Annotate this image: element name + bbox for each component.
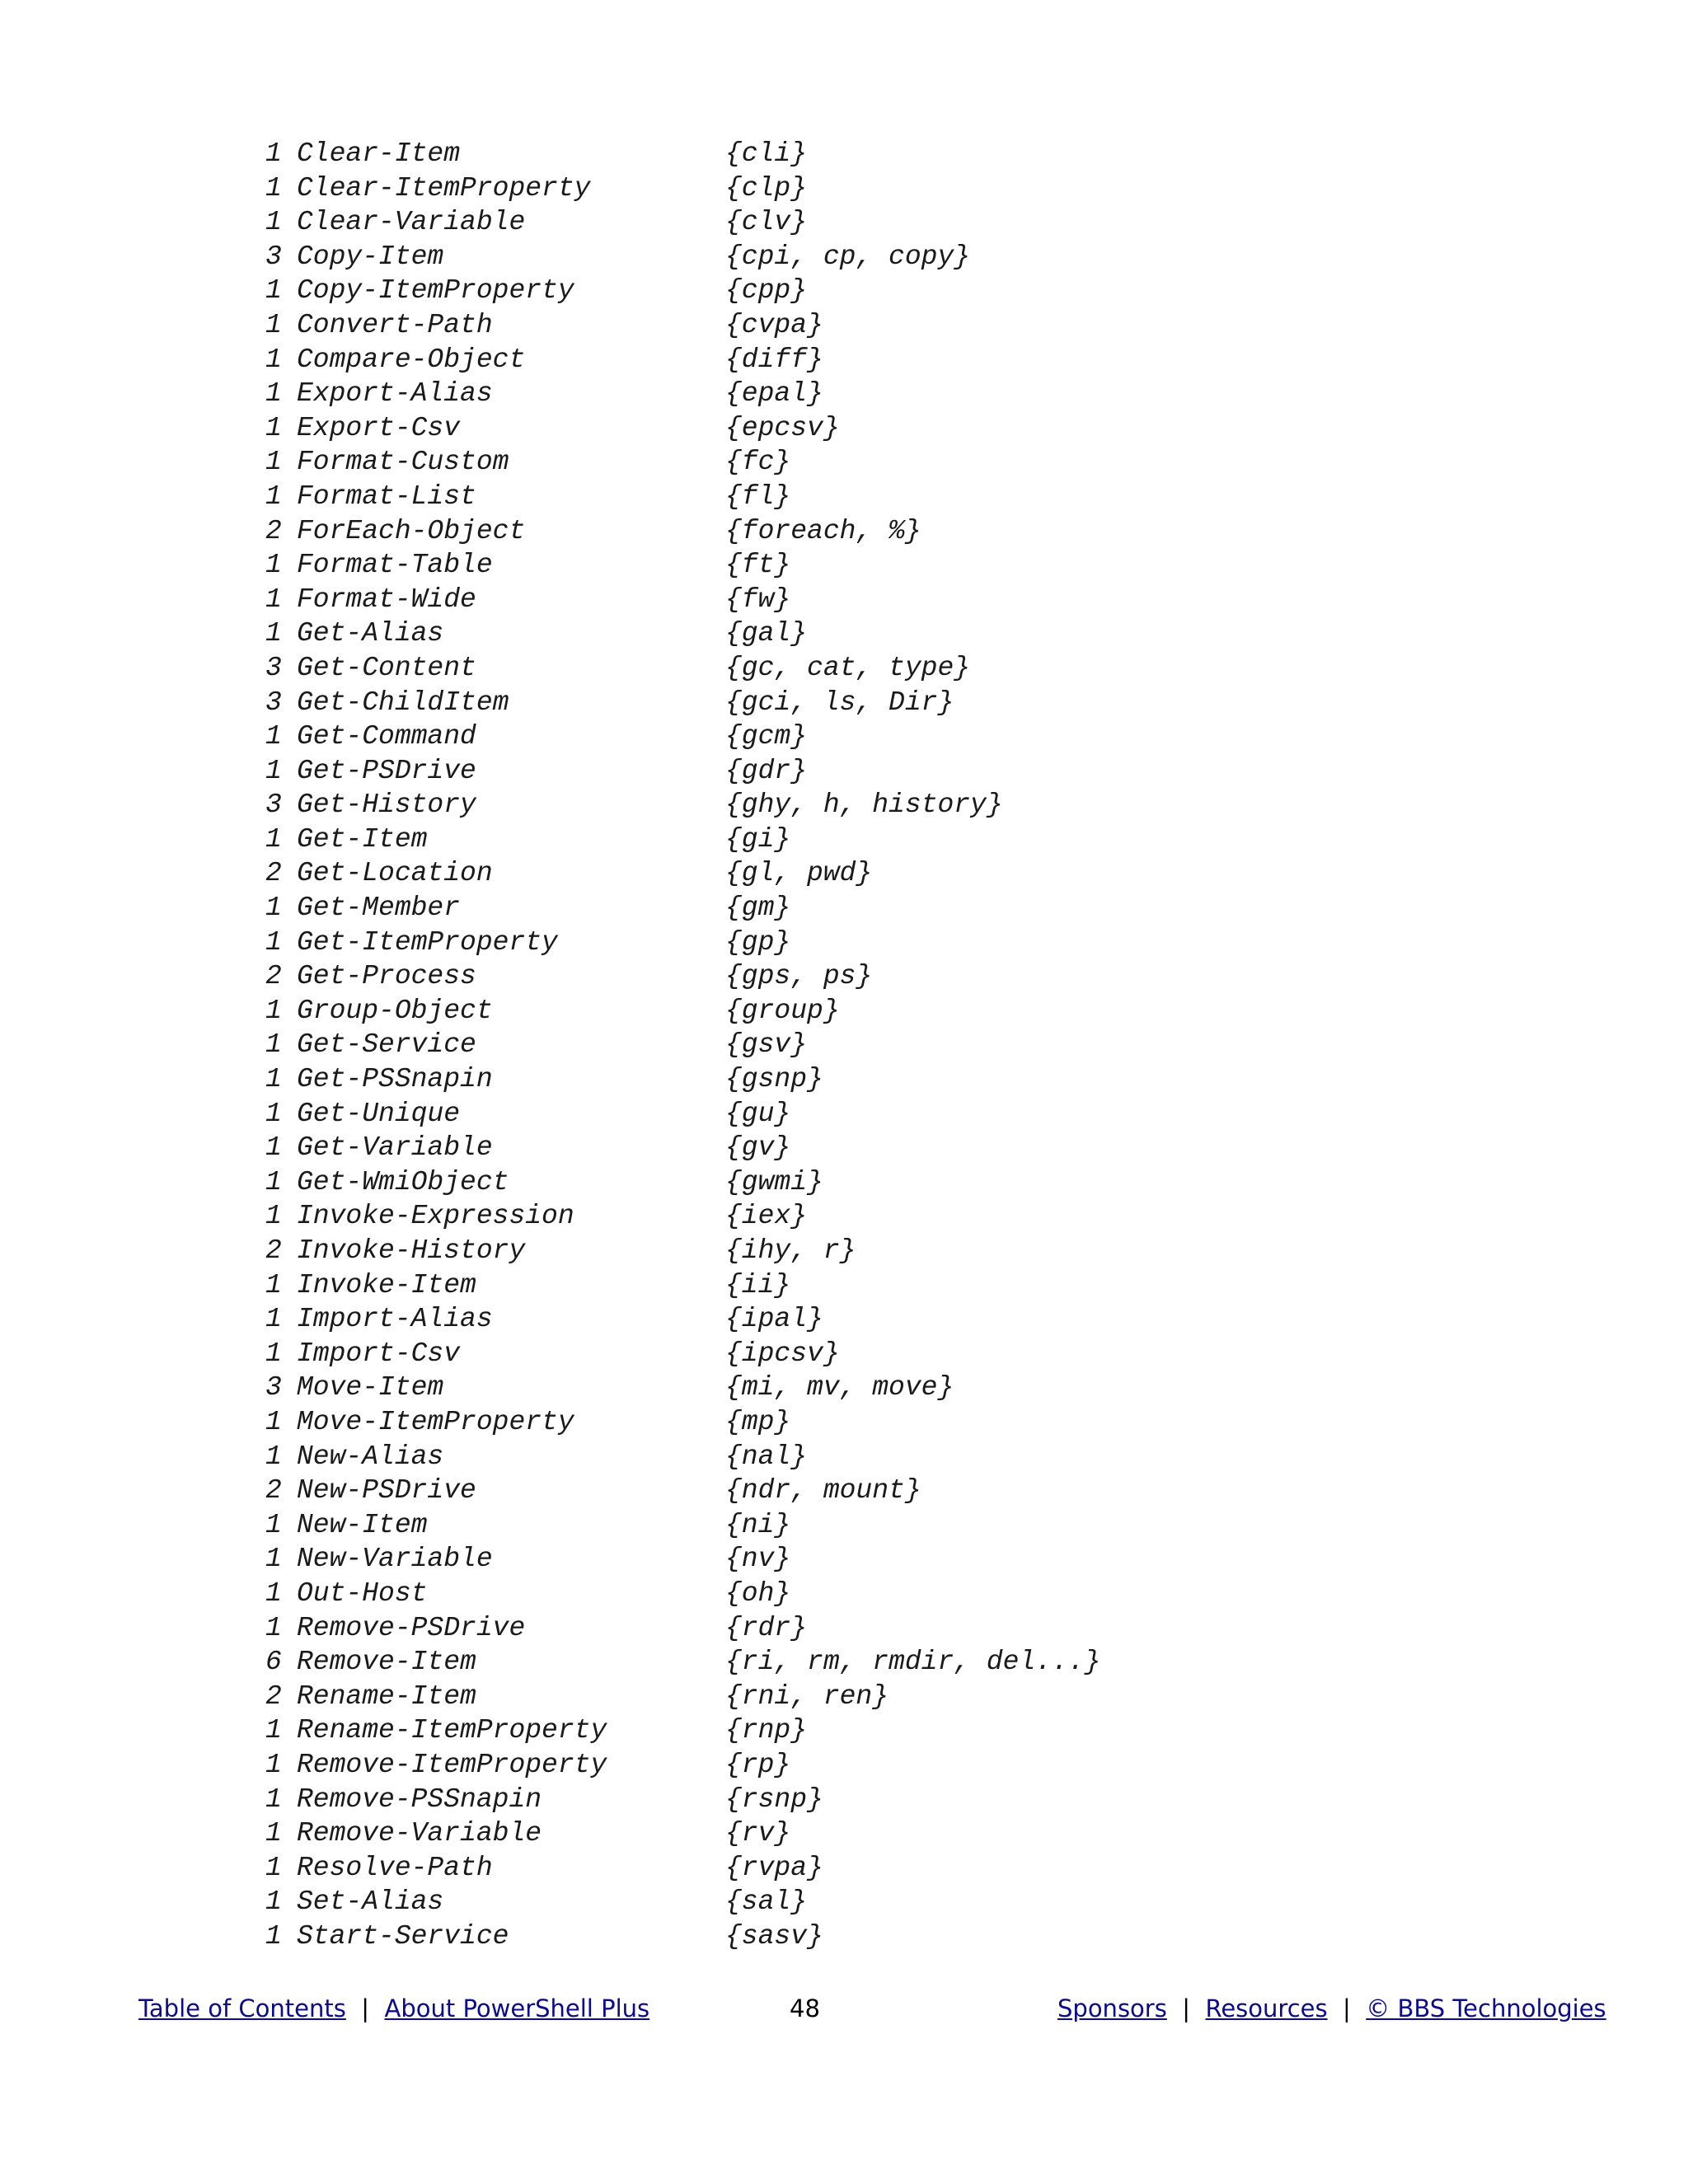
alias-list: {rdr} [725, 1612, 808, 1643]
listing-row [265, 480, 1254, 514]
listing-row [265, 994, 1254, 1029]
alias-list: {gwmi} [725, 1166, 823, 1197]
listing-row [265, 788, 1254, 823]
alias-count: 1 [265, 995, 282, 1026]
listing-row [265, 1851, 1254, 1886]
alias-count: 1 [265, 1852, 282, 1883]
alias-count: 1 [265, 583, 282, 615]
cmdlet-name: Remove-Variable [297, 1818, 542, 1849]
alias-list: {ni} [725, 1509, 791, 1540]
alias-count: 1 [265, 1132, 282, 1164]
listing-row [265, 719, 1254, 754]
listing-row [265, 1783, 1254, 1817]
cmdlet-name: Export-Csv [297, 412, 461, 443]
alias-count: 1 [265, 1064, 282, 1095]
alias-count: 1 [265, 1029, 282, 1061]
listing-row [265, 308, 1254, 343]
listing-row [265, 1405, 1254, 1440]
alias-count: 1 [265, 1338, 282, 1369]
alias-list: {sasv} [725, 1920, 823, 1952]
alias-list: {cpi, cp, copy} [725, 241, 971, 272]
cmdlet-name: Get-Alias [297, 618, 444, 649]
listing-row [265, 1919, 1254, 1954]
cmdlet-name: Format-Table [297, 550, 493, 581]
listing-row [265, 1816, 1254, 1851]
alias-count: 1 [265, 207, 282, 238]
alias-list: {sal} [725, 1886, 808, 1918]
cmdlet-name: Export-Alias [297, 378, 493, 410]
cmdlet-name: Format-Wide [297, 583, 476, 615]
alias-count: 3 [265, 652, 282, 683]
cmdlet-name: Get-Item [297, 823, 428, 855]
alias-count: 2 [265, 515, 282, 546]
listing-row [265, 1542, 1254, 1577]
alias-count: 2 [265, 1235, 282, 1266]
alias-list: {gal} [725, 618, 808, 649]
listing-row [265, 1337, 1254, 1371]
alias-list: {ri, rm, rmdir, del...} [725, 1647, 1101, 1678]
listing-row [265, 686, 1254, 720]
alias-list: {cpp} [725, 275, 808, 307]
cmdlet-name: Remove-PSDrive [297, 1612, 526, 1643]
alias-count: 1 [265, 1509, 282, 1540]
listing-row [265, 1645, 1254, 1680]
cmdlet-name: Resolve-Path [297, 1852, 493, 1883]
footer-separator: | [354, 1994, 377, 2022]
cmdlet-name: Get-History [297, 790, 476, 821]
alias-list: {ihy, r} [725, 1235, 856, 1266]
alias-count: 1 [265, 755, 282, 786]
cmdlet-name: Format-Custom [297, 447, 509, 478]
alias-count: 1 [265, 1920, 282, 1952]
alias-list: {rnp} [725, 1715, 808, 1746]
alias-count: 1 [265, 447, 282, 478]
alias-list: {gu} [725, 1098, 791, 1129]
alias-count: 1 [265, 275, 282, 307]
alias-list: {gv} [725, 1132, 791, 1164]
alias-list: {oh} [725, 1577, 791, 1609]
alias-list: {fw} [725, 583, 791, 615]
cmdlet-name: Clear-Variable [297, 207, 526, 238]
alias-list: {epcsv} [725, 412, 840, 443]
alias-list: {iex} [725, 1201, 808, 1232]
listing-row [265, 616, 1254, 651]
footer-separator: | [1175, 1994, 1198, 2022]
alias-list: {group} [725, 995, 840, 1026]
alias-count: 3 [265, 241, 282, 272]
alias-list: {gsv} [725, 1029, 808, 1061]
cmdlet-name: New-Item [297, 1509, 428, 1540]
alias-list: {fl} [725, 480, 791, 512]
cmdlet-name: ForEach-Object [297, 515, 526, 546]
listing-row [265, 445, 1254, 480]
cmdlet-name: Start-Service [297, 1920, 509, 1952]
cmdlet-name: Get-Process [297, 961, 476, 992]
alias-count: 1 [265, 1201, 282, 1232]
alias-count: 2 [265, 858, 282, 889]
alias-count: 1 [265, 412, 282, 443]
alias-count: 2 [265, 1680, 282, 1712]
alias-list: {cvpa} [725, 309, 823, 340]
listing-row [265, 377, 1254, 411]
footer-left-links [138, 1994, 649, 2022]
alias-list: {gps, ps} [725, 961, 873, 992]
cmdlet-name: Clear-Item [297, 138, 461, 169]
bbs-technologies-link[interactable]: © BBS Technologies [1366, 1994, 1606, 2022]
alias-list: {foreach, %} [725, 515, 921, 546]
listing-row [265, 1268, 1254, 1303]
alias-count: 1 [265, 480, 282, 512]
listing-row [265, 1234, 1254, 1268]
alias-listing [265, 137, 1254, 1953]
alias-list: {nal} [725, 1441, 808, 1472]
alias-list: {rv} [725, 1818, 791, 1849]
cmdlet-name: Format-List [297, 480, 476, 512]
cmdlet-name: Rename-ItemProperty [297, 1715, 607, 1746]
listing-row [265, 754, 1254, 789]
alias-list: {gl, pwd} [725, 858, 873, 889]
alias-list: {rsnp} [725, 1783, 823, 1815]
sponsors-link[interactable]: Sponsors [1057, 1994, 1167, 2022]
cmdlet-name: Get-Variable [297, 1132, 493, 1164]
resources-link[interactable]: Resources [1205, 1994, 1328, 2022]
listing-row [265, 823, 1254, 857]
alias-list: {ipal} [725, 1304, 823, 1335]
cmdlet-name: Rename-Item [297, 1680, 476, 1712]
alias-count: 1 [265, 823, 282, 855]
cmdlet-name: Get-PSDrive [297, 755, 476, 786]
cmdlet-name: Import-Alias [297, 1304, 493, 1335]
alias-count: 1 [265, 138, 282, 169]
cmdlet-name: Get-WmiObject [297, 1166, 509, 1197]
listing-row [265, 1885, 1254, 1919]
cmdlet-name: Compare-Object [297, 344, 526, 375]
listing-row [265, 1028, 1254, 1062]
cmdlet-name: Get-Command [297, 721, 476, 752]
page-footer [0, 1994, 1688, 2036]
alias-list: {gp} [725, 926, 791, 958]
alias-list: {nv} [725, 1544, 791, 1575]
alias-list: {ndr, mount} [725, 1475, 921, 1507]
alias-list: {gdr} [725, 755, 808, 786]
listing-row [265, 891, 1254, 926]
alias-count: 1 [265, 1269, 282, 1301]
alias-count: 1 [265, 1612, 282, 1643]
alias-count: 1 [265, 1818, 282, 1849]
listing-row [265, 240, 1254, 274]
listing-row [265, 1302, 1254, 1337]
alias-list: {ft} [725, 550, 791, 581]
listing-row [265, 137, 1254, 171]
listing-row [265, 205, 1254, 240]
cmdlet-name: Get-PSSnapin [297, 1064, 493, 1095]
cmdlet-name: Out-Host [297, 1577, 428, 1609]
alias-list: {cli} [725, 138, 808, 169]
alias-count: 1 [265, 1886, 282, 1918]
listing-row [265, 274, 1254, 308]
alias-count: 1 [265, 926, 282, 958]
listing-row [265, 856, 1254, 891]
alias-count: 1 [265, 309, 282, 340]
alias-count: 1 [265, 1441, 282, 1472]
alias-list: {rp} [725, 1749, 791, 1780]
footer-right-links [1057, 1994, 1606, 2022]
alias-count: 3 [265, 1372, 282, 1404]
cmdlet-name: New-Alias [297, 1441, 444, 1472]
alias-count: 1 [265, 172, 282, 204]
alias-list: {ii} [725, 1269, 791, 1301]
alias-list: {ipcsv} [725, 1338, 840, 1369]
cmdlet-name: Remove-PSSnapin [297, 1783, 542, 1815]
alias-list: {diff} [725, 344, 823, 375]
listing-row [265, 1199, 1254, 1234]
footer-separator: | [1334, 1994, 1359, 2022]
cmdlet-name: Get-Unique [297, 1098, 461, 1129]
cmdlet-name: Move-ItemProperty [297, 1406, 574, 1437]
cmdlet-name: Invoke-Expression [297, 1201, 574, 1232]
cmdlet-name: Move-Item [297, 1372, 444, 1404]
listing-row [265, 1611, 1254, 1646]
alias-count: 1 [265, 1749, 282, 1780]
alias-count: 1 [265, 1304, 282, 1335]
listing-row [265, 651, 1254, 686]
alias-list: {fc} [725, 447, 791, 478]
listing-row [265, 959, 1254, 994]
alias-list: {gsnp} [725, 1064, 823, 1095]
alias-count: 1 [265, 1544, 282, 1575]
alias-list: {gci, ls, Dir} [725, 687, 954, 718]
listing-row [265, 1577, 1254, 1611]
alias-count: 1 [265, 721, 282, 752]
cmdlet-name: Invoke-History [297, 1235, 526, 1266]
listing-row [265, 1474, 1254, 1508]
alias-count: 1 [265, 550, 282, 581]
alias-list: {ghy, h, history} [725, 790, 1003, 821]
cmdlet-name: Get-Location [297, 858, 493, 889]
alias-count: 2 [265, 961, 282, 992]
alias-count: 1 [265, 1577, 282, 1609]
alias-list: {gc, cat, type} [725, 652, 971, 683]
cmdlet-name: Clear-ItemProperty [297, 172, 591, 204]
alias-list: {gcm} [725, 721, 808, 752]
alias-list: {mi, mv, move} [725, 1372, 954, 1404]
cmdlet-name: Import-Csv [297, 1338, 461, 1369]
cmdlet-name: Group-Object [297, 995, 493, 1026]
cmdlet-name: Convert-Path [297, 309, 493, 340]
alias-count: 1 [265, 893, 282, 924]
cmdlet-name: Get-ItemProperty [297, 926, 558, 958]
listing-row [265, 171, 1254, 206]
listing-row [265, 548, 1254, 583]
alias-list: {rni, ren} [725, 1680, 889, 1712]
listing-row [265, 1062, 1254, 1097]
listing-row [265, 1097, 1254, 1132]
alias-count: 2 [265, 1475, 282, 1507]
cmdlet-name: Remove-ItemProperty [297, 1749, 607, 1780]
cmdlet-name: Invoke-Item [297, 1269, 476, 1301]
alias-count: 1 [265, 618, 282, 649]
listing-row [265, 583, 1254, 617]
alias-count: 1 [265, 344, 282, 375]
alias-count: 1 [265, 378, 282, 410]
alias-count: 1 [265, 1783, 282, 1815]
alias-list: {clv} [725, 207, 808, 238]
alias-list: {epal} [725, 378, 823, 410]
listing-row [265, 1165, 1254, 1200]
cmdlet-name: Get-Member [297, 893, 461, 924]
cmdlet-name: New-Variable [297, 1544, 493, 1575]
cmdlet-name: New-PSDrive [297, 1475, 476, 1507]
listing-row [265, 1680, 1254, 1714]
cmdlet-name: Get-ChildItem [297, 687, 509, 718]
listing-row [265, 1371, 1254, 1405]
cmdlet-name: Set-Alias [297, 1886, 444, 1918]
listing-row [265, 514, 1254, 549]
alias-count: 3 [265, 790, 282, 821]
alias-list: {clp} [725, 172, 808, 204]
alias-list: {gm} [725, 893, 791, 924]
listing-row [265, 926, 1254, 960]
listing-row [265, 1713, 1254, 1748]
page-number: 48 [790, 1994, 820, 2022]
listing-row [265, 343, 1254, 377]
about-powershell-plus-link[interactable]: About PowerShell Plus [384, 1994, 650, 2022]
alias-count: 1 [265, 1166, 282, 1197]
cmdlet-name: Copy-ItemProperty [297, 275, 574, 307]
cmdlet-name: Remove-Item [297, 1647, 476, 1678]
alias-list: {gi} [725, 823, 791, 855]
alias-list: {rvpa} [725, 1852, 823, 1883]
listing-row [265, 1508, 1254, 1543]
alias-list: {mp} [725, 1406, 791, 1437]
alias-count: 1 [265, 1098, 282, 1129]
alias-count: 1 [265, 1715, 282, 1746]
cmdlet-name: Get-Content [297, 652, 476, 683]
table-of-contents-link[interactable]: Table of Contents [138, 1994, 346, 2022]
alias-count: 3 [265, 687, 282, 718]
cmdlet-name: Copy-Item [297, 241, 444, 272]
listing-row [265, 1440, 1254, 1474]
cmdlet-name: Get-Service [297, 1029, 476, 1061]
listing-row [265, 1748, 1254, 1783]
alias-count: 6 [265, 1647, 282, 1678]
alias-count: 1 [265, 1406, 282, 1437]
listing-row [265, 411, 1254, 446]
listing-row [265, 1131, 1254, 1165]
